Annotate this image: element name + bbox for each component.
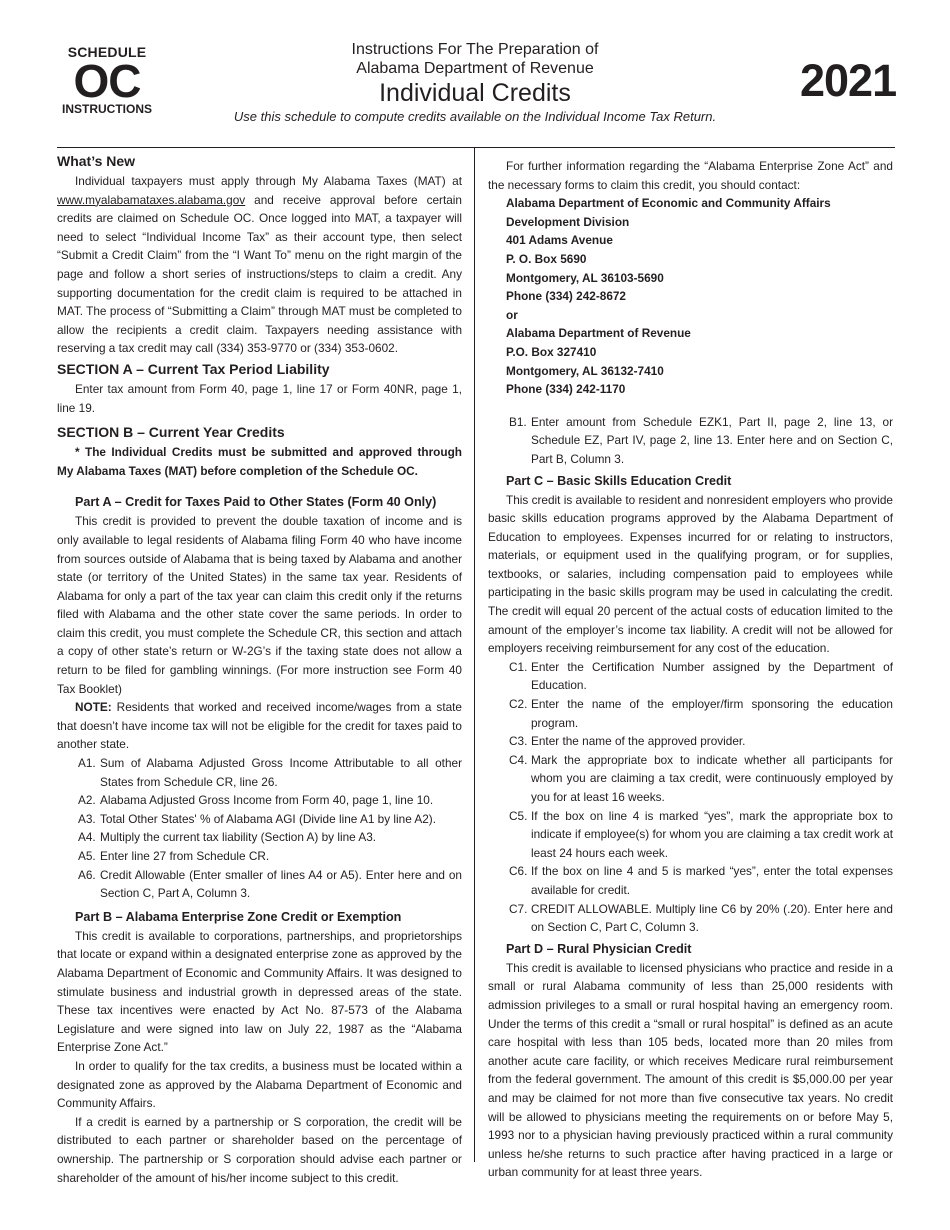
contact-address	[488, 194, 893, 399]
item-number: C4.	[509, 752, 528, 767]
item-text: Enter amount from Schedule EZK1, Part II, page 2, line 13, or Schedule EZ, Part IV, page 2, line 13. Enter here and on Section C, Part B, Column 3.	[531, 414, 893, 466]
address-line: Alabama Department of Revenue	[506, 326, 691, 341]
item-text: Enter the name of the approved provider.	[531, 734, 746, 749]
item-number: A4.	[78, 830, 96, 845]
item-text: If the box on line 4 and 5 is marked “yes”, enter the total expenses available for credit.	[531, 864, 893, 897]
header-divider	[57, 147, 895, 148]
list-item	[57, 754, 462, 791]
whats-new-paragraph	[57, 172, 462, 358]
address-line: Montgomery, AL 36103-5690	[506, 270, 664, 285]
header-center	[200, 40, 750, 126]
part-a-items	[57, 754, 462, 903]
address-line: or	[506, 307, 518, 322]
item-text: If the box on line 4 is marked “yes”, mark the appropriate box to indicate if employee(s) for whom you are claiming a tax credit work at least 24 hours each week.	[531, 808, 893, 860]
address-line: P. O. Box 5690	[506, 251, 587, 266]
page-title: Individual Credits	[379, 79, 571, 107]
item-number: A6.	[78, 867, 96, 882]
item-number: C5.	[509, 808, 528, 823]
part-b-heading: Part B – Alabama Enterprise Zone Credit or Exemption	[75, 909, 402, 924]
schedule-label: SCHEDULE	[67, 44, 147, 60]
right-column	[488, 157, 893, 1182]
whats-new-text-pre: Individual taxpayers must apply through My Alabama Taxes (MAT) at	[75, 174, 462, 188]
item-number: C3.	[509, 734, 528, 749]
item-text: Mark the appropriate box to indicate whether all participants for whom you are claiming a tax credit, were continuously employed by you for at least 16 weeks.	[531, 752, 893, 804]
item-number: B1.	[509, 414, 527, 429]
item-text: Enter the Certification Number assigned by the Department of Education.	[531, 659, 893, 693]
item-text: Multiply the current tax liability (Section A) by line A3.	[100, 830, 377, 845]
part-a-note	[57, 698, 462, 754]
section-b-heading: SECTION B – Current Year Credits	[57, 424, 285, 441]
item-number: A2.	[78, 793, 96, 808]
page-subtitle: Use this schedule to compute credits available on the Individual Income Tax Return.	[233, 109, 717, 124]
tax-year: 2021	[800, 55, 897, 106]
header-line-1: Instructions For The Preparation of	[351, 41, 599, 58]
item-text: CREDIT ALLOWABLE. Multiply line C6 by 20% (.20). Enter here and on Section C, Part C, Column 3.	[531, 901, 893, 935]
list-item	[488, 413, 893, 469]
item-text: Total Other States' % of Alabama AGI (Divide line A1 by line A2).	[100, 811, 437, 826]
left-column	[57, 150, 462, 1187]
address-line: Montgomery, AL 36132-7410	[506, 363, 664, 378]
header-line-2: Alabama Department of Revenue	[356, 60, 594, 77]
list-item	[57, 847, 462, 866]
part-a-paragraph: This credit is provided to prevent the double taxation of income and is only available to legal residents of Alabama filing Form 40 who have income from sources outside of Alabama that is being taxed by Alabama and another state (or territory of the United States) in the same tax year. Residents of Alabama for only a part of the tax year can claim this credit only if the returns filed with Alabama and the other state cover the same periods. In order to claim this credit, you must complete the Schedule CR, this section and attach a copy of other state’s return or W-2G’s if the taxing state does not allow a return to be filed for gambling winnings. (For more instruction see Form 40 Tax Booklet)	[57, 514, 462, 696]
note-text: Residents that worked and received income/wages from a state that doesn’t have income tax will not be eligible for the credit for taxes paid to another state.	[57, 700, 462, 752]
item-number: C2.	[509, 697, 528, 712]
item-text: Enter the name of the employer/firm sponsoring the education program.	[531, 697, 893, 730]
address-line: Phone (334) 242-1170	[506, 382, 626, 397]
item-text: Sum of Alabama Adjusted Gross Income Attributable to all other States from Schedule CR, line 26.	[100, 756, 462, 789]
note-label: NOTE:	[75, 700, 112, 715]
part-d-paragraph: This credit is available to licensed physicians who practice and reside in a small or rural Alabama community of less than 25,000 residents with admission privileges to a small or rural hospital having an emergency room. Under the terms of this credit a “small or rural hospital” is defined as an acute care hospital with less than 105 beds, located more than 20 miles from another acute care facility, or which receives Medicare rural reimbursement from the federal government. The amount of this credit is $5,000.00 per year and may be claimed for not more than five consecutive tax years. No credit will be allowed to physicians meeting the requirements on or before May 5, 1993 nor to a physician having previously practiced within a rural community unless he/she returns to such practice after having practiced in a large or urban community for at least three years.	[488, 960, 893, 1180]
section-a-text: Enter tax amount from Form 40, page 1, line 17 or Form 40NR, page 1, line 19.	[57, 381, 462, 415]
list-item	[488, 807, 893, 863]
item-number: A5.	[78, 849, 96, 863]
part-d-heading: Part D – Rural Physician Credit	[506, 941, 692, 956]
list-item	[488, 862, 893, 899]
part-b-paragraph-4: For further information regarding the “Alabama Enterprise Zone Act” and the necessary forms to claim this credit, you should contact:	[488, 159, 893, 192]
part-b-paragraph-1: This credit is available to corporations, partnerships, and proprietorships that locate or expand within a designated enterprise zone as approved by the Alabama Department of Economic and Community Affairs. It was designed to stimulate business and industrial growth in depressed areas of the state. These tax incentives were enacted by Act No. 87-573 of the Alabama Legislature and were signed into law on July 22, 1987 as the “Alabama Enterprise Zone Act.”	[57, 928, 462, 1055]
list-item	[488, 658, 893, 695]
item-text: Alabama Adjusted Gross Income from Form 40, page 1, line 10.	[100, 793, 434, 808]
schedule-code: OC	[73, 55, 141, 107]
address-line: 401 Adams Avenue	[506, 233, 613, 248]
address-line: P.O. Box 327410	[506, 344, 597, 359]
item-number: C7.	[509, 901, 528, 916]
item-number: A1.	[78, 756, 96, 771]
address-line: Alabama Department of Economic and Community Affairs	[506, 196, 831, 211]
item-number: A3.	[78, 811, 96, 826]
list-item	[488, 900, 893, 937]
part-c-paragraph: This credit is available to resident and nonresident employers who provide basic skills education programs approved by the Alabama Department of Education to employees. Expenses incurred for or relating to instructors, materials, or equipment used in the qualifying program, or for supplies, textbooks, or salaries, including compensation paid to employees while participating in the basic skills program may be used in calculating the credit. The credit will equal 20 percent of the actual costs of education limited to the amount of the employer’s income tax liability. A credit will not be allowed for employers receiving reimbursement for any cost of the education.	[488, 492, 893, 656]
list-item	[57, 791, 462, 810]
part-c-items	[488, 658, 893, 937]
list-item	[57, 810, 462, 829]
section-b-note: * The Individual Credits must be submitted and approved through My Alabama Taxes (MAT) before completion of the Schedule OC.	[57, 445, 462, 478]
whats-new-heading: What’s New	[57, 153, 136, 169]
item-number: C6.	[509, 864, 528, 879]
schedule-badge	[58, 44, 156, 116]
mat-website-link[interactable]: www.myalabamataxes.alabama.gov	[57, 192, 246, 207]
part-b-paragraph-3: If a credit is earned by a partnership or S corporation, the credit will be distributed to each partner or shareholder based on the percentage of ownership. The partnership or S corporation should advise each partner or shareholder of the amount of his/her income subject to this credit.	[57, 1114, 462, 1185]
instructions-label: INSTRUCTIONS	[62, 102, 152, 116]
address-line: Phone (334) 242-8672	[506, 289, 626, 304]
column-divider	[474, 147, 475, 1162]
list-item	[57, 866, 462, 903]
item-text: Credit Allowable (Enter smaller of lines A4 or A5). Enter here and on Section C, Part A, Column 3.	[100, 867, 462, 901]
list-item	[488, 695, 893, 732]
item-number: C1.	[509, 659, 528, 674]
part-b-paragraph-2: In order to qualify for the tax credits, a business must be located within a designated zone as approved by the Alabama Department of Economic and Community Affairs.	[57, 1058, 462, 1111]
address-line: Development Division	[506, 214, 630, 229]
list-item	[57, 828, 462, 847]
whats-new-text-post: and receive approval before certain credits are claimed on Schedule OC. Once logged into MAT, a taxpayer will need to select “Individual Income Tax” as their account type, then select “Submit a Credit Claim” from the “I Want To” menu on the right margin of the page and follow a short series of instructions/steps to claim a credit. Any supporting documentation for the credit claim is required to be attached in MAT. The process of “Submitting a Claim” through MAT must be completed to allow the recipients a credit claim. Taxpayers needing assistance with reserving a tax credit may call (334) 353-9770 or (334) 353-0602.	[57, 192, 462, 356]
item-text: Enter line 27 from Schedule CR.	[100, 849, 270, 863]
part-c-heading: Part C – Basic Skills Education Credit	[506, 473, 732, 488]
part-a-heading: Part A – Credit for Taxes Paid to Other States (Form 40 Only)	[75, 495, 437, 510]
list-item	[488, 732, 893, 751]
list-item	[488, 751, 893, 807]
section-a-heading: SECTION A – Current Tax Period Liability	[57, 360, 330, 377]
